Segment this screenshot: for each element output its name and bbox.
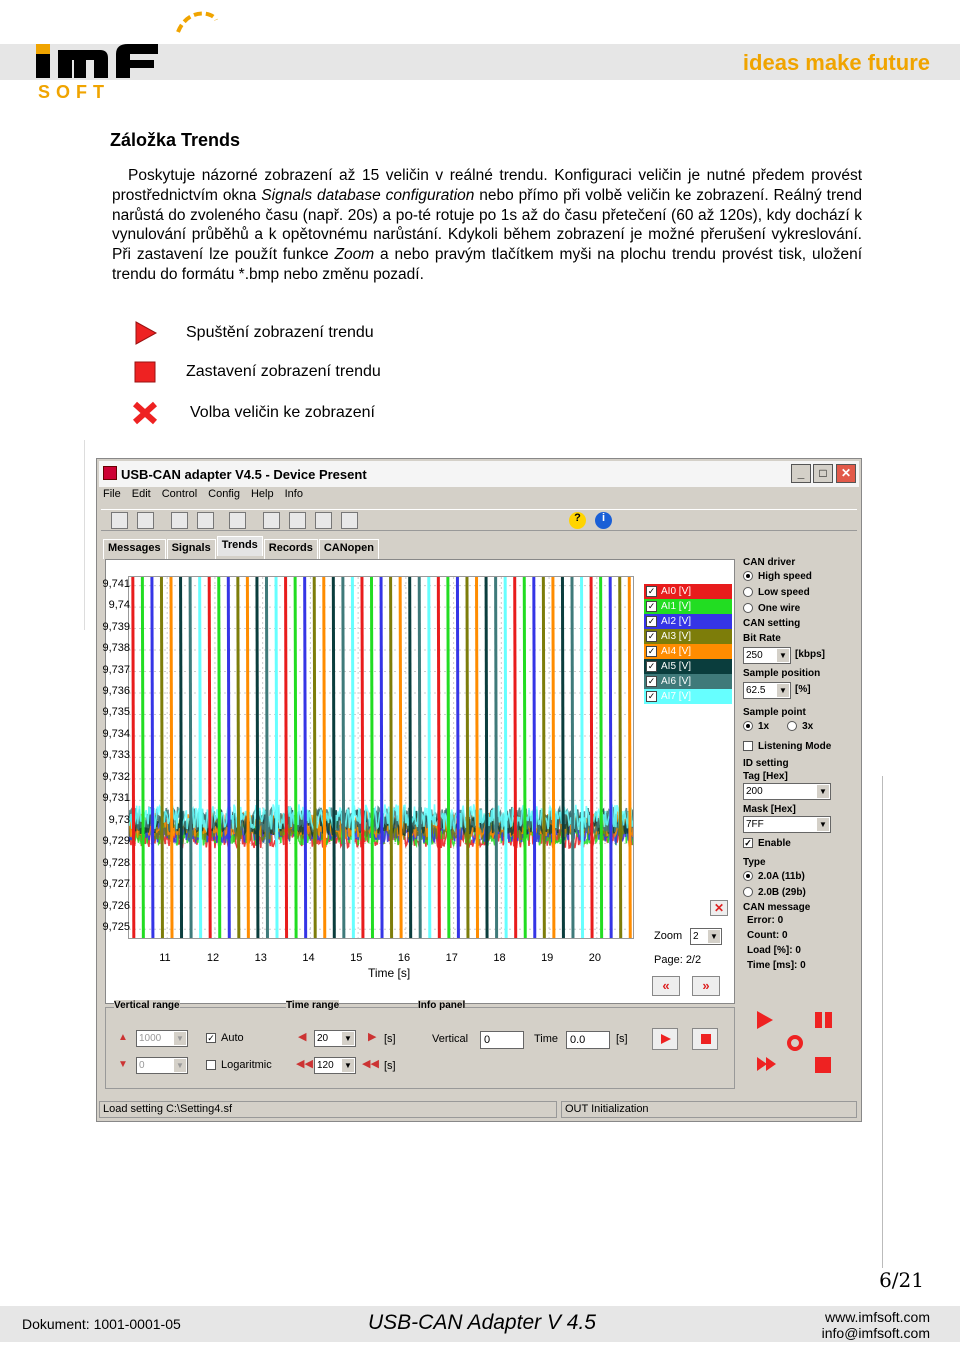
legend-label-start: Spuštění zobrazení trendu [186,324,374,341]
channel-label: AI3 [V] [661,631,692,642]
control-buttons [753,1007,853,1087]
bit-rate-row [743,646,855,666]
type-11b-radio[interactable]: 2.0A (11b) [743,868,855,884]
channel-item-5[interactable] [644,659,732,674]
listening-mode-checkbox[interactable]: Listening Mode [743,738,855,754]
time-unit-1: [s] [384,1033,396,1045]
info-icon[interactable]: i [595,512,612,529]
play-arrow-icon [130,318,160,348]
can-message-stats: Error: 0 Count: 0 Load [%]: 0 Time [ms]: 0 [747,915,806,971]
tag-label: Tag [Hex] [743,771,788,782]
sample-point-label: Sample point [743,707,806,718]
y-tick-label: 9,733 [102,749,130,762]
time-back-icon[interactable]: ◀ [298,1031,307,1043]
spike-mark [419,577,420,939]
sample-position-label: Sample position [743,668,821,679]
y-tick-label: 9,741 [102,577,130,590]
spike-mark [362,577,363,939]
tagline: ideas make future [742,50,930,75]
channel-item-2[interactable] [644,614,732,629]
section-title: Záložka Trends [110,130,241,150]
channel-checkbox[interactable]: ✓ [647,601,656,611]
x-tick-label: 16 [397,952,411,964]
time-window-select[interactable]: 20 ▼ [314,1030,356,1047]
spike-mark [601,577,602,939]
spike-mark [133,577,134,939]
tab-messages[interactable]: Messages [103,539,166,559]
kbps-unit: [kbps] [795,649,825,660]
channel-label: AI5 [V] [661,661,692,672]
spike-mark [152,577,153,939]
grid-icon[interactable] [341,512,358,529]
time-first-icon[interactable]: ◀◀ [296,1058,313,1070]
bit-rate-label: Bit Rate [743,633,781,644]
error-value: 0 [777,915,784,926]
y-tick-label: 9,734 [102,727,130,740]
can-driver-group: CAN driver [743,557,796,568]
spike-mark [410,577,411,939]
imf-soft-logo [28,2,218,102]
can-message-group: CAN message [743,902,811,913]
channel-checkbox[interactable]: ✓ [647,586,656,596]
high-speed-radio[interactable]: High speed [743,568,855,584]
find-icon[interactable] [229,512,246,529]
y-tick-label: 9,738 [102,642,130,655]
y-tick-label: 9,728 [102,856,130,869]
y-tick-label: 9,74 [108,599,130,612]
spike-mark [515,577,516,939]
record-icon [789,1037,801,1049]
info-play-button[interactable] [652,1028,678,1050]
spike-mark [247,577,248,939]
y-tick-label: 9,727 [102,878,130,891]
menu-config[interactable]: Config [208,488,240,500]
bit-rate-select[interactable]: 250 ▼ [743,647,791,664]
spike-mark [620,577,621,939]
sample-3x-radio[interactable] [787,721,797,731]
count-value: 0 [782,930,788,941]
close-button[interactable]: ✕ [836,464,856,483]
x-tick-label: 20 [588,952,602,964]
help-icon[interactable]: ? [569,512,586,529]
vertical-range-label: Vertical range [114,1000,180,1011]
trend-panel [102,559,735,1004]
channel-item-6[interactable] [644,674,732,689]
page-label: Page: 2/2 [654,954,702,966]
fast-forward-icon [757,1057,776,1071]
spike-mark [352,577,353,939]
trend-plot[interactable] [128,576,634,939]
spike-mark [333,577,334,939]
margin-rule-left [84,440,85,630]
spike-mark [238,577,239,939]
footer [0,1306,960,1342]
y-tick-label: 9,726 [102,899,130,912]
spike-mark [572,577,573,939]
footer-contact [822,1309,930,1341]
spike-mark [371,577,372,939]
info-time-label: Time [534,1033,559,1045]
spike-mark [486,577,487,939]
spike-mark [524,577,525,939]
spike-mark [610,577,611,939]
y-tick-label: 9,739 [102,620,130,633]
x-tick-label: 11 [159,952,171,964]
status-right: OUT Initialization [561,1101,857,1118]
page-number: 6/21 [879,1268,924,1292]
pause-icon [815,1012,822,1028]
spike-mark [448,577,449,939]
spike-mark [391,577,392,939]
x-tick-label: 12 [206,952,220,964]
spike-mark [324,577,325,939]
channel-label: AI2 [V] [661,616,692,627]
maximize-button[interactable]: □ [813,464,833,483]
mask-label: Mask [Hex] [743,804,796,815]
save-icon[interactable] [137,512,154,529]
toolbar [101,509,857,531]
menu-edit[interactable]: Edit [131,488,151,500]
y-tick-label: 9,736 [102,684,130,697]
spike-mark [467,577,468,939]
low-speed-radio[interactable]: Low speed [743,584,855,600]
select-signals-button[interactable]: ✕ [710,900,728,916]
logaritmic-checkbox[interactable]: Logaritmic [206,1059,272,1071]
spike-mark [438,577,439,939]
menu-bar [101,488,312,506]
page-value: 2/2 [685,954,702,966]
spike-mark [161,577,162,939]
channel-item-0[interactable] [644,584,732,599]
spike-mark [219,577,220,939]
spike-mark [314,577,315,939]
spike-mark [286,577,287,939]
info-vertical-field[interactable]: 0 [480,1031,524,1049]
spike-mark [534,577,535,939]
channel-item-4[interactable] [644,644,732,659]
spike-mark [400,577,401,939]
spike-mark [629,577,630,939]
spike-mark [591,577,592,939]
spike-mark [305,577,306,939]
one-wire-radio[interactable]: One wire [743,600,855,616]
range-down-icon[interactable]: ▼ [118,1059,128,1070]
select-x-icon [130,398,160,428]
spike-mark [190,577,191,939]
y-tick-label: 9,729 [102,835,130,848]
spike-mark [553,577,554,939]
sample-position-select[interactable]: 62.5 ▼ [743,682,791,699]
start-icon [757,1011,773,1029]
x-tick-label: 15 [350,952,363,964]
load-value: 0 [795,945,801,956]
time-overflow-select[interactable]: 120 ▼ [314,1057,356,1074]
mask-select[interactable]: 7FF ▼ [743,816,831,833]
window-titlebar [99,461,859,487]
channel-label: AI6 [V] [661,676,692,687]
trend-chart [129,577,634,939]
legend-label-stop: Zastavení zobrazení trendu [186,363,381,380]
time-range-label: Time range [286,1000,340,1011]
x-axis-title: Time [s] [368,966,411,980]
spike-mark [496,577,497,939]
info-vertical-label: Vertical [432,1033,469,1045]
channel-label: AI4 [V] [661,646,692,657]
menu-help[interactable]: Help [250,488,274,500]
spike-mark [209,577,210,939]
info-time-field[interactable]: 0.0 [566,1031,610,1049]
network-icon[interactable] [263,512,280,529]
tab-signals[interactable]: Signals [167,539,216,559]
menu-file[interactable]: File [103,488,121,500]
x-tick-label: 19 [541,952,554,964]
spike-mark [142,577,143,939]
status-bar [99,1099,859,1119]
range-bottom-select[interactable]: 0 ▼ [136,1057,188,1074]
type-label: Type [743,857,766,868]
x-tick-label: 17 [445,952,458,964]
channel-label: AI1 [V] [661,601,692,612]
legend-row-stop [130,357,381,387]
footer-product: USB-CAN Adapter V 4.5 [368,1311,596,1334]
zoom-select[interactable]: 2 ▼ [690,928,722,945]
notes-icon[interactable] [315,512,332,529]
can-settings-panel [743,555,855,973]
spike-mark [562,577,563,939]
range-top-select[interactable]: 1000 ▼ [136,1030,188,1047]
page-next-button[interactable]: » [692,976,720,996]
range-up-icon[interactable]: ▲ [118,1032,128,1043]
spike-mark [543,577,544,939]
spike-mark [200,577,201,939]
y-tick-label: 9,731 [102,792,130,805]
tab-records[interactable]: Records [264,539,318,559]
spike-mark [477,577,478,939]
x-tick-label: 13 [254,952,267,964]
menu-control[interactable]: Control [161,488,198,500]
time-forward-icon[interactable]: ▶ [368,1031,377,1043]
x-tick-label: 14 [302,952,315,964]
channel-list [644,584,732,704]
svg-text:SOFT: SOFT [38,82,110,102]
spike-mark [171,577,172,939]
spike-mark [181,577,182,939]
stop-icon [815,1057,831,1073]
print-icon[interactable] [171,512,188,529]
footer-web: www.imfsoft.com [824,1309,930,1325]
enable-checkbox[interactable]: ✓ Enable [744,837,791,849]
channel-checkbox[interactable]: ✓ [647,676,656,686]
copy-icon[interactable] [289,512,306,529]
channel-item-7[interactable] [644,689,732,704]
tag-select[interactable]: 200 ▼ [743,783,831,800]
legend-row-start [130,318,374,348]
spike-mark [343,577,344,939]
sample-1x-radio[interactable] [743,721,753,731]
can-setting-group: CAN setting [743,618,801,629]
open-icon[interactable] [111,512,128,529]
y-tick-label: 9,725 [102,921,130,934]
time-unit-2: [s] [384,1060,396,1072]
sample-point-row: 1x 3x [743,718,855,734]
info-time-unit: [s] [616,1033,628,1045]
status-left: Load setting C:\Setting4.sf [99,1101,557,1118]
window-title: USB-CAN adapter V4.5 - Device Present [121,466,367,482]
channel-checkbox[interactable]: ✓ [647,691,656,701]
range-panel [105,1000,735,1089]
y-tick-label: 9,73 [108,813,130,826]
channel-item-3[interactable] [644,629,732,644]
type-29b-radio[interactable]: 2.0B (29b) [743,884,855,900]
app-icon [103,466,117,480]
usb-can-window [96,458,862,1122]
spike-mark [381,577,382,939]
y-tick-label: 9,732 [102,770,130,783]
spike-mark [257,577,258,939]
time-ms-value: 0 [800,960,806,971]
id-setting-group: ID setting [743,758,789,769]
info-panel-label: Info panel [418,1000,466,1011]
legend-label-select: Volba veličin ke zobrazení [190,404,375,421]
x-tick-label: 18 [493,952,506,964]
spike-mark [266,577,267,939]
auto-checkbox[interactable]: ✓ Auto [207,1032,244,1044]
tab-strip [103,539,380,559]
channel-item-1[interactable] [644,599,732,614]
section-paragraph: Poskytuje názorné zobrazení až 15 veličin v reálné trendu. Konfiguraci veličin je nutné předem provést prostřednictvím okna Signals database configuration nebo přímo při volbě veličin ke zobrazení. Reálný trend narůstá do zvoleného času (např. 20s) a po-té rotuje po 1s až do času přetečení (60 až 120s), kdy dochází k vynulování průběhů a k opětovnému narůstání. Kdykoli během zobrazení je možné přerušení vykreslování. Při zastavení lze použít funkce Zoom a nebo pravým tlačítkem myši na plochu trendu provést tisk, uložení trendu do formátu *.bmp nebo změnu pozadí. [112,167,862,283]
spike-mark [457,577,458,939]
spike-mark [429,577,430,939]
page-prev-button[interactable]: « [652,976,680,996]
print-setup-icon[interactable] [197,512,214,529]
y-tick-label: 9,737 [102,663,130,676]
percent-unit: [%] [795,684,811,695]
spike-mark [276,577,277,939]
zoom-label: Zoom [654,930,683,942]
spike-mark [505,577,506,939]
legend-row-select [130,398,375,428]
tag-row [743,782,855,802]
stop-square-icon [130,357,160,387]
margin-rule-right [882,776,883,1268]
y-tick-label: 9,735 [102,706,130,719]
spike-mark [228,577,229,939]
menu-info[interactable]: Info [284,488,303,500]
tab-trends[interactable]: Trends [217,536,263,556]
minimize-button[interactable]: _ [791,464,811,483]
mask-row [743,815,855,835]
channel-checkbox[interactable]: ✓ [647,661,656,671]
tab-canopen[interactable]: CANopen [319,539,379,559]
info-stop-button[interactable] [692,1028,718,1050]
time-last-icon[interactable]: ◀◀ [362,1058,379,1070]
footer-document: Dokument: 1001-0001-05 [22,1316,181,1332]
channel-checkbox[interactable]: ✓ [647,631,656,641]
spike-mark [582,577,583,939]
channel-label: AI0 [V] [661,586,692,597]
footer-email: info@imfsoft.com [821,1325,930,1341]
sample-position-row [743,681,855,701]
channel-checkbox[interactable]: ✓ [647,616,656,626]
channel-checkbox[interactable]: ✓ [647,646,656,656]
channel-label: AI7 [V] [661,691,692,702]
spike-mark [295,577,296,939]
